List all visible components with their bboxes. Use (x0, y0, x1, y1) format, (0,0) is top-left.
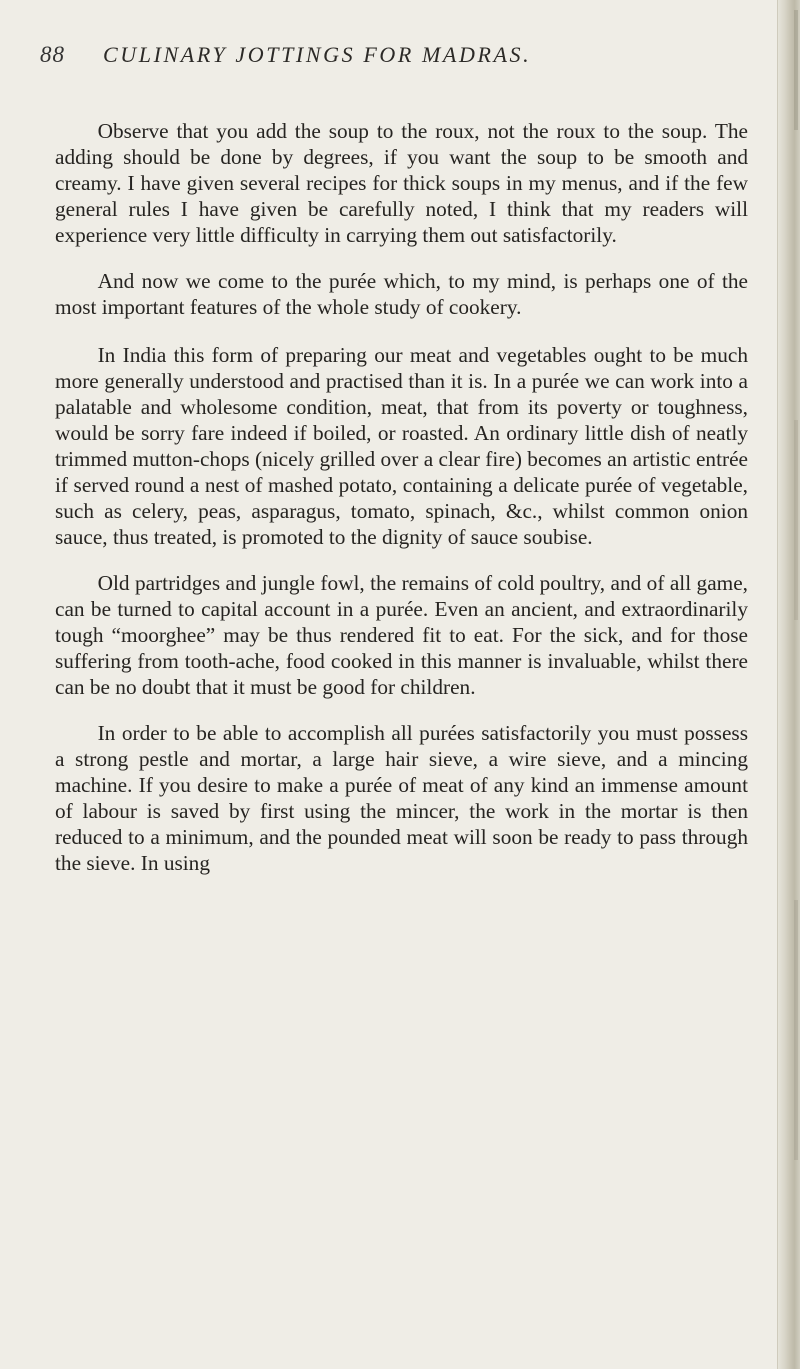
edge-shadow (794, 900, 798, 1160)
paragraph-roux: Observe that you add the soup to the roux, not the roux to the soup. The adding should be done by degrees, if you want the soup to be smooth and creamy. I have given several recipes for thick soups in my menus, and if the few general rules I have given be carefully noted, I think that my readers will experience very little difficulty in carrying them out satisfactorily. (55, 119, 748, 247)
paragraph-equipment: In order to be able to accomplish all purées satisfactorily you must possess a strong pestle and mortar, a large hair sieve, a wire sieve, and a mincing machine. If you desire to make a purée of meat of any kind an immense amount of labour is saved by first using the mincer, the work in the mortar is then reduced to a minimum, and the pounded meat will soon be ready to pass through the sieve. In using (55, 721, 748, 875)
body-text (55, 118, 748, 896)
running-head (40, 42, 740, 82)
paragraph-india: In India this form of preparing our meat and vegetables ought to be much more generally understood and practised than it is. In a purée we can work into a palatable and wholesome condition, meat, that from its poverty or toughness, would be sorry fare indeed if boiled, or roasted. An ordinary little dish of neatly trimmed mutton-chops (nicely grilled over a clear fire) becomes an artistic entrée if served round a nest of mashed potato, containing a delicate purée of vegetable, such as celery, peas, asparagus, tomato, spinach, &c., whilst common onion sauce, thus treated, is promoted to the dignity of sauce soubise. (55, 343, 748, 549)
paragraph-puree-intro: And now we come to the purée which, to my mind, is perhaps one of the most important features of the whole study of cookery. (55, 269, 748, 319)
paragraph-partridges: Old partridges and jungle fowl, the remains of cold poultry, and of all game, can be turned to capital account in a purée. Even an ancient, and extraordinarily tough “moorghee” may be thus rendered fit to eat. For the sick, and for those suffering from tooth-ache, food cooked in this manner is invaluable, whilst there can be no doubt that it must be good for children. (55, 571, 748, 699)
page-edge (777, 0, 800, 1369)
page-number: 88 (40, 42, 65, 67)
edge-shadow (794, 10, 798, 130)
running-title: CULINARY JOTTINGS FOR MADRAS. (103, 42, 532, 67)
edge-shadow (794, 420, 798, 620)
